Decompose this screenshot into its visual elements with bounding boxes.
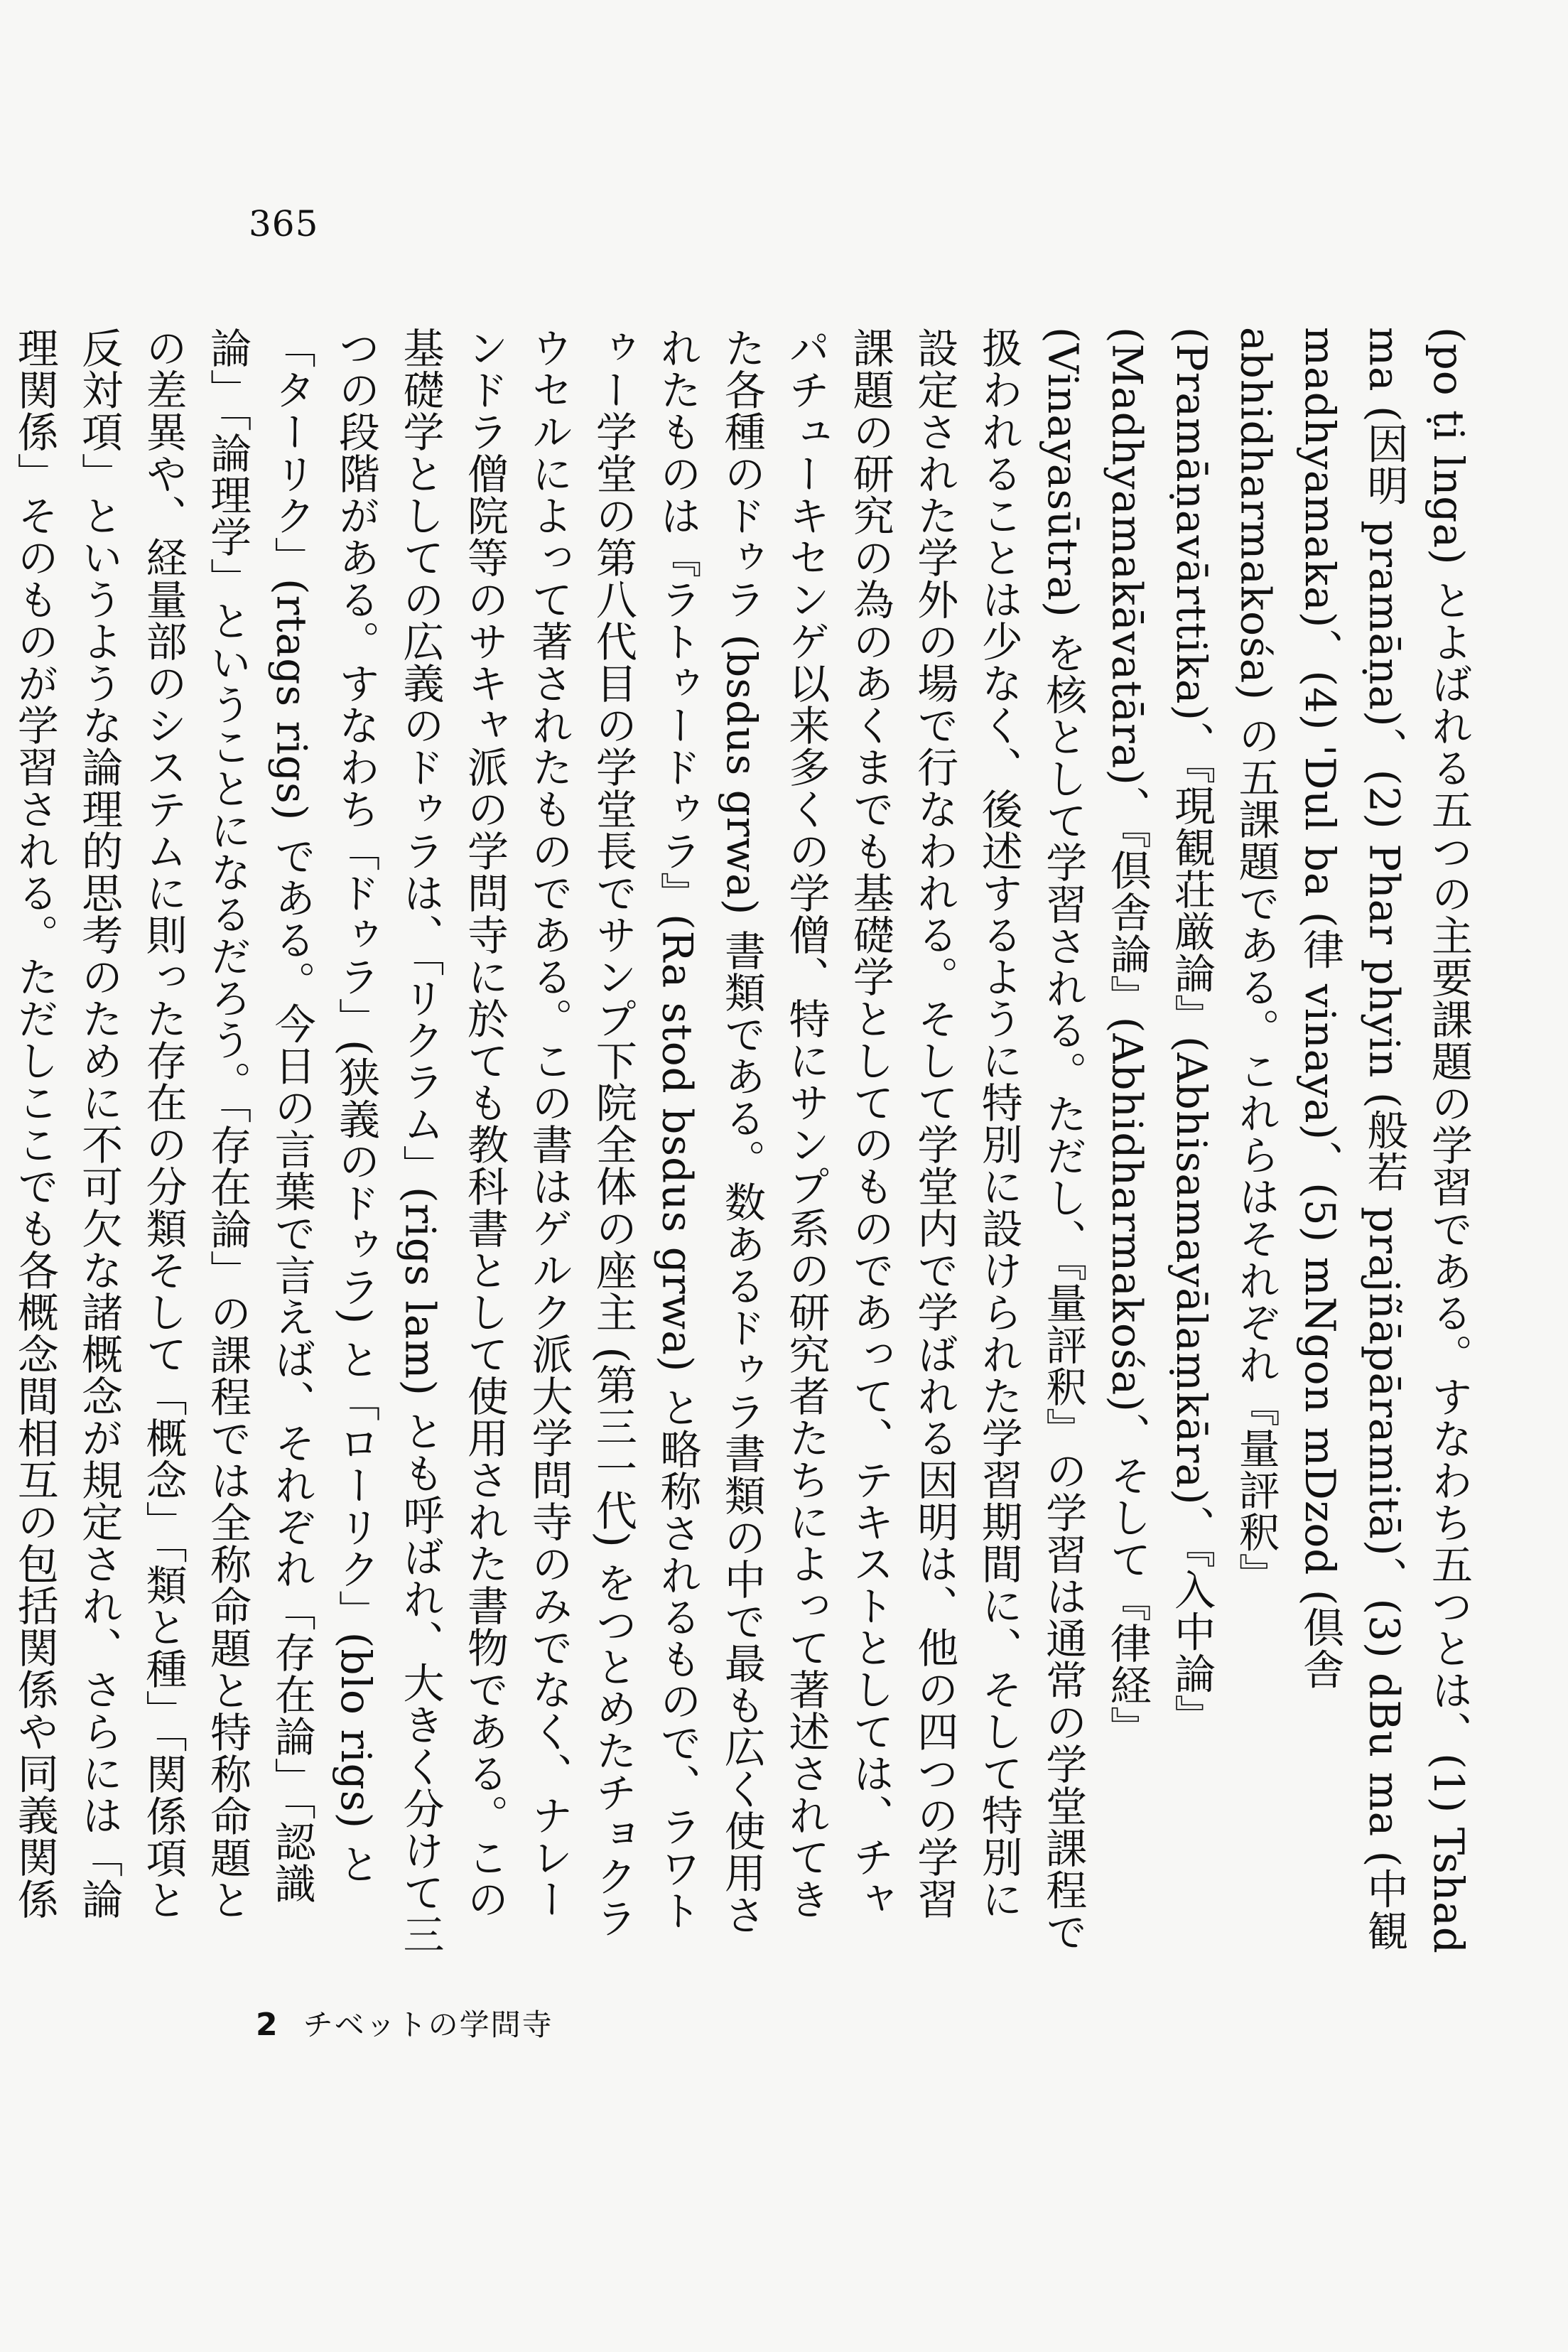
running-footer <box>256 2002 553 2044</box>
chapter-number: 2 <box>256 2007 278 2043</box>
chapter-title: チベットの学問寺 <box>303 2007 553 2042</box>
page-number: 365 <box>249 203 319 244</box>
body-paragraph: (po ṭi lnga) とよばれる五つの主要課題の学習である。すなわち五つとは、(1) Tshad ma (因明 pramāṇa)、(2) Phar phyin (般若 prajñāpāramitā)、(3) dBu ma (中観 madhyamaka)、(4) 'Dul ba (律 vinaya)、(5) mNgon mDzod (倶舎 abhidharmakośa) の五課題である。これらはそれぞれ『量評釈』(Pramāṇavārttika)、『現観荘厳論』(Abhisamayālaṃkāra)、『入中論』(Madhyamakāvatāra)、『倶舎論』(Abhidharmakośa)、そして『律経』(Vinayasūtra) を核として学習される。ただし、『量評釈』の学習は通常の学堂課程で扱われることは少なく、後述するように特別に設けられた学習期間に、そして特別に設定された学外の場で行なわれる。そして学堂内で学ばれる因明は、他の四つの学習課題の研究の為のあくまでも基礎学としてのものであって、テキストとしては、チャパチューキセンゲ以来多くの学僧、特にサンプ系の研究者たちによって著述されてきた各種のドゥラ (bsdus grwa) 書類である。数あるドゥラ書類の中で最も広く使用されたものは『ラトゥードゥラ』(Ra stod bsdus grwa) と略称されるもので、ラワトゥー学堂の第八代目の学堂長でサンプ下院全体の座主 (第三一代) をつとめたチョクラウセルによって著されたものである。この書はゲルク派大学問寺のみでなく、ナレーンドラ僧院等のサキャ派の学問寺に於ても教科書として使用された書物である。この基礎学としての広義のドゥラは、「リクラム」(rigs lam) とも呼ばれ、大きく分けて三つの段階がある。すなわち「ドゥラ」(狭義のドゥラ) と「ローリク」(blo rigs) と「ターリク」(rtags rigs) である。今日の言葉で言えば、それぞれ「存在論」「認識論」「論理学」ということになるだろう。「存在論」の課程では全称命題と特称命題との差異や、経量部のシステムに則った存在の分類そして「概念」「類と種」「関係項と反対項」というような論理的思考のために不可欠な諸概念が規定され、さらには「論理関係」そのものが学習される。ただしここでも各概念間相互の包括関係や同義関係 <box>10 327 1473 1955</box>
body-text <box>10 327 1481 1961</box>
